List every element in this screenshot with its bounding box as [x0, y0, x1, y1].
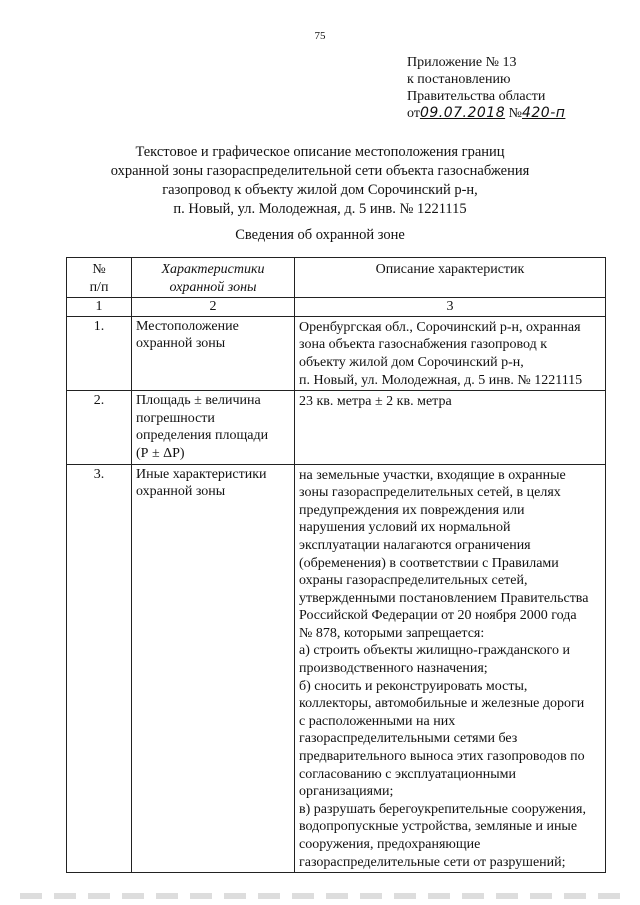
description-line: согласованию с эксплуатационными [299, 766, 517, 782]
description-line: предварительного выноса этих газопроводов по [299, 749, 585, 765]
characteristic-line: Иные характеристики [136, 466, 267, 482]
row-characteristic [132, 464, 295, 873]
characteristic-line: Местоположение [136, 318, 239, 334]
description-line: производственного назначения; [299, 661, 488, 677]
characteristic-line: охранной зоны [136, 336, 226, 352]
title-line: газопровод к объекту жилой дом Сорочинский р-н, [162, 182, 478, 198]
description-line: п. Новый, ул. Молодежная, д. 5 инв. № 1221115 [299, 372, 583, 388]
table-header-row [67, 258, 606, 298]
description-line: утвержденными постановлением Правительства [299, 590, 589, 606]
description-line: а) строить объекты жилищно-гражданского и [299, 643, 570, 659]
handwritten-number: 420-п [521, 105, 566, 121]
characteristic-line: погрешности [136, 410, 215, 426]
row-characteristic [132, 391, 295, 464]
index-row [67, 298, 606, 317]
appendix-date-line [407, 105, 627, 122]
row-description [295, 391, 606, 464]
characteristic-line: охранной зоны [136, 484, 226, 500]
description-line: эксплуатации налагаются ограничения [299, 537, 531, 553]
appendix-line: к постановлению [407, 72, 511, 87]
title-line: Текстовое и графическое описание местоположения границ [135, 144, 505, 160]
title-line: охранной зоны газораспределительной сети объекта газоснабжения [110, 163, 530, 179]
row-number: 1. [67, 316, 132, 390]
table-row [67, 464, 606, 873]
header-description: Описание характеристик [295, 258, 606, 298]
document-title [60, 143, 580, 219]
description-line: 23 кв. метра ± 2 кв. метра [299, 394, 452, 410]
page-number: 75 [314, 30, 326, 42]
table-row [67, 316, 606, 390]
row-description [295, 464, 606, 873]
index-cell: 3 [295, 298, 606, 317]
description-line: в) разрушать берегоукрепительные сооружения, [299, 801, 586, 817]
table-row [67, 391, 606, 464]
description-line: зоны газораспределительных сетей, в целях [299, 485, 561, 501]
header-characteristics [132, 258, 295, 298]
description-line: сооружения, предохраняющие [299, 837, 481, 852]
index-cell: 1 [67, 298, 132, 317]
header-text: охранной зоны [169, 279, 257, 295]
date-prefix: от [407, 106, 420, 121]
description-line: нарушения условий их нормальной [299, 520, 511, 536]
row-number: 3. [67, 464, 132, 873]
index-cell: 2 [132, 298, 295, 317]
appendix-line: Правительства области [407, 89, 546, 104]
description-line: № 878, которыми запрещается: [299, 625, 485, 641]
description-line: с расположенными на них [299, 713, 456, 729]
description-line: (обременения) в соответствии с Правилами [299, 555, 559, 571]
appendix-block [407, 54, 627, 122]
description-line: Российской Федерации от 20 ноября 2000 года [299, 608, 577, 624]
description-line: зона объекта газоснабжения газопровод к [299, 337, 548, 353]
title-line: п. Новый, ул. Молодежная, д. 5 инв. № 1221115 [173, 201, 467, 217]
description-line: водопропускные устройства, земляные и иные [299, 819, 578, 835]
description-line: газораспределительными сетями без [299, 731, 518, 747]
row-description [295, 316, 606, 390]
section-subtitle: Сведения об охранной зоне [235, 227, 405, 243]
description-line: объекту жилой дом Сорочинский р-н, [299, 354, 524, 370]
header-text: п/п [89, 279, 109, 295]
description-line: организациями; [299, 784, 394, 800]
characteristic-line: Площадь ± величина [136, 393, 261, 409]
header-number [67, 258, 132, 298]
header-text: Характеристики [161, 262, 265, 277]
row-characteristic [132, 316, 295, 390]
characteristic-line: определения площади [136, 428, 269, 444]
number-prefix: № [508, 106, 522, 121]
row-number: 2. [67, 391, 132, 464]
description-line: на земельные участки, входящие в охранные [299, 467, 566, 483]
handwritten-date: 09.07.2018 [419, 105, 506, 121]
protection-zone-table [66, 257, 606, 873]
appendix-line: Приложение № 13 [407, 55, 517, 70]
description-line: Оренбургская обл., Сорочинский р-н, охранная [299, 319, 581, 335]
scan-footer-artifact [20, 893, 620, 899]
description-line: предупреждения их повреждения или [299, 502, 525, 518]
characteristic-line: (Р ± ΔР) [136, 445, 185, 461]
description-line: газораспределительные сети от разрушений; [299, 854, 566, 870]
description-line: коллекторы, автомобильные и железные дороги [299, 696, 585, 712]
description-line: б) сносить и реконструировать мосты, [299, 678, 528, 694]
description-line: охраны газораспределительных сетей, [299, 573, 528, 589]
protection-zone-table-wrap [66, 257, 606, 873]
header-text: № [92, 262, 106, 277]
